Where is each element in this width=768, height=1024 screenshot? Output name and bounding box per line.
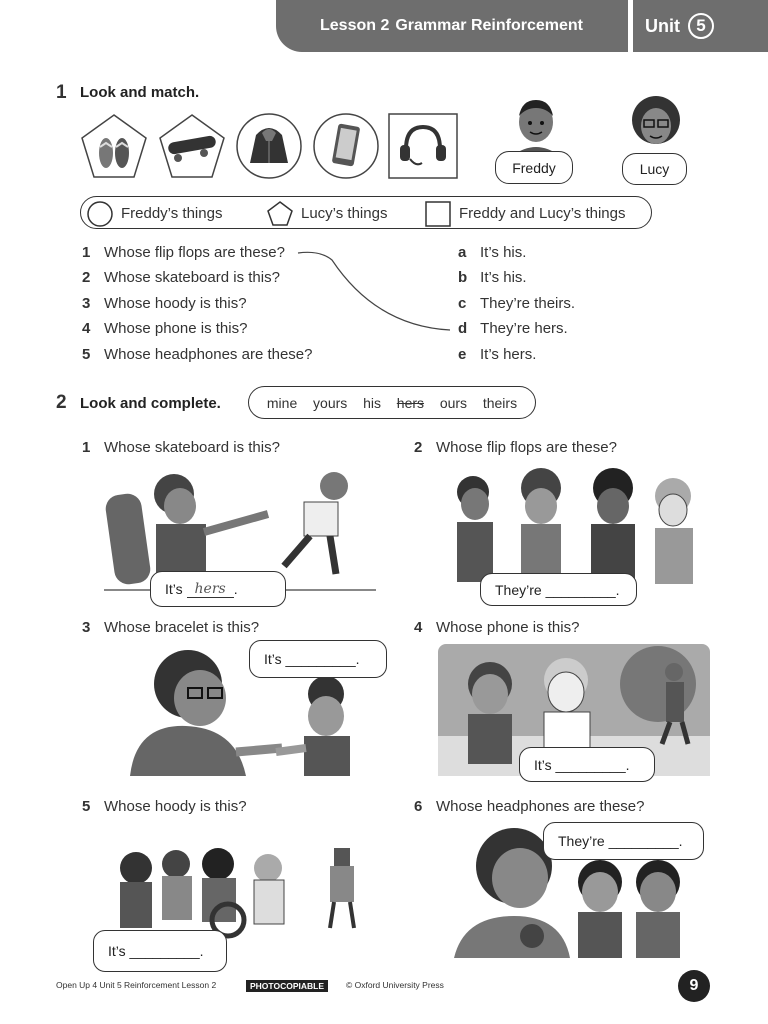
exercise-question: 5 Whose hoody is this?: [82, 798, 247, 815]
unit-number: 5: [688, 13, 714, 39]
square-icon: [425, 201, 451, 227]
match-answer: d They’re hers.: [458, 320, 568, 337]
speech-bubble-5: It’s _________ .: [93, 930, 227, 972]
section1-title: Look and match.: [80, 84, 200, 101]
match-question: 5 Whose headphones are these?: [82, 346, 313, 363]
skateboard-icon: [158, 113, 226, 179]
hoody-icon: [234, 113, 304, 179]
key-freddy: [87, 197, 222, 230]
lucy-avatar: [624, 96, 688, 158]
shape-key: [80, 196, 652, 229]
name-tag-lucy: Lucy: [622, 153, 687, 185]
exercise-question: 6 Whose headphones are these?: [414, 798, 645, 815]
exercise-question: 3 Whose bracelet is this?: [82, 619, 260, 636]
answer-blank[interactable]: _________: [129, 943, 200, 959]
circle-icon: [87, 201, 113, 227]
example-answer: hers: [187, 581, 234, 598]
speech-bubble-2: They’re _________ .: [480, 573, 637, 606]
word: theirs: [482, 394, 518, 411]
speech-bubble-6: They’re _________ .: [543, 822, 704, 860]
phone-icon: [311, 113, 381, 179]
match-question: 1 Whose flip flops are these?: [82, 244, 285, 261]
word: mine: [266, 394, 298, 411]
match-question: 4 Whose phone is this?: [82, 320, 248, 337]
key-lucy-label: Lucy’s things: [301, 205, 388, 222]
example-match-line: [296, 248, 456, 334]
unit-header: [633, 0, 768, 52]
section2-number: 2: [56, 392, 67, 413]
speech-bubble-4: It’s _________ .: [519, 747, 655, 782]
answer-blank[interactable]: _________: [545, 581, 616, 598]
match-answer: b It’s his.: [458, 269, 527, 286]
flip-flops-icon: [80, 113, 148, 179]
word: ours: [439, 394, 468, 411]
page-number: 9: [678, 970, 710, 1002]
exercise-question: 4 Whose phone is this?: [414, 619, 580, 636]
answer-blank[interactable]: _________: [285, 651, 356, 667]
headphones-icon: [388, 113, 458, 179]
section2-title: Look and complete.: [80, 395, 221, 412]
match-answer: c They’re theirs.: [458, 295, 576, 312]
photocopiable-badge: PHOTOCOPIABLE: [246, 980, 328, 992]
word: yours: [313, 394, 348, 411]
footer-course: Open Up 4 Unit 5 Reinforcement Lesson 2: [56, 980, 217, 990]
match-answer: e It’s hers.: [458, 346, 537, 363]
exercise-question: 2 Whose flip flops are these?: [414, 439, 617, 456]
lesson-label: Lesson 2: [320, 17, 390, 34]
key-both-label: Freddy and Lucy’s things: [459, 205, 626, 222]
lesson-title: Grammar Reinforcement: [395, 17, 583, 34]
word: his: [363, 394, 381, 411]
key-both: [425, 197, 626, 230]
footer-copyright: © Oxford University Press: [346, 980, 444, 990]
pentagon-icon: [267, 201, 293, 227]
match-question: 2 Whose skateboard is this?: [82, 269, 280, 286]
match-question: 3 Whose hoody is this?: [82, 295, 247, 312]
exercise-question: 1 Whose skateboard is this?: [82, 439, 280, 456]
key-lucy: [267, 197, 387, 230]
word-used: hers: [396, 394, 425, 411]
lesson-header: [276, 0, 628, 52]
match-answer: a It’s his.: [458, 244, 527, 261]
word-bank: [248, 386, 536, 419]
name-tag-freddy: Freddy: [495, 151, 573, 184]
speech-bubble-3: It’s _________ .: [249, 640, 387, 678]
speech-bubble-1: It’s hers .: [150, 571, 286, 607]
freddy-avatar: [508, 96, 564, 156]
section1-number: 1: [56, 82, 67, 103]
answer-blank[interactable]: _________: [608, 833, 679, 849]
unit-label: Unit: [645, 15, 680, 36]
answer-blank[interactable]: _________: [555, 756, 626, 773]
key-freddy-label: Freddy’s things: [121, 205, 223, 222]
